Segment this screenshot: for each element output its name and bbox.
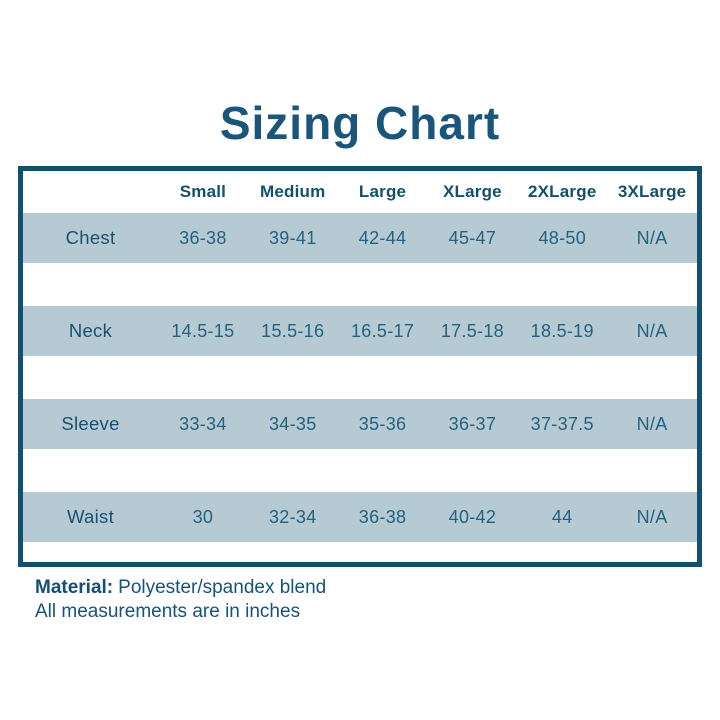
table-cell: 30 [192,506,214,527]
table-row-chest [23,213,697,263]
table-cell: 16.5-17 [351,320,415,341]
table-row-sleeve [23,399,697,449]
table-cell: 45-47 [448,227,497,248]
table-cell: N/A [636,227,668,248]
material-value: Polyester/spandex blend [118,577,327,598]
material-label: Material: [35,577,114,598]
table-row-waist [23,492,697,542]
row-divider [23,356,697,399]
column-header-3xlarge: 3XLarge [617,182,687,201]
row-divider [23,449,697,492]
table-cell: 14.5-15 [171,320,235,341]
table-cell: N/A [636,320,668,341]
column-header-medium: Medium [260,182,326,201]
row-label-waist: Waist [66,506,115,527]
table-cell: 36-38 [179,227,227,248]
table-row-neck [23,306,697,356]
material-line [35,576,326,600]
column-header-small: Small [179,182,227,201]
table-cell: 18.5-19 [530,320,594,341]
row-label-chest: Chest [65,227,116,248]
table-cell: 37-37.5 [530,413,594,434]
table-cell: 40-42 [448,506,497,527]
row-divider [23,263,697,306]
table-cell: 33-34 [179,413,227,434]
table-cell: 44 [551,506,573,527]
table-cell: N/A [636,506,668,527]
table-cell: 42-44 [358,227,407,248]
table-cell: 36-38 [358,506,407,527]
row-label-neck: Neck [68,320,113,341]
sizing-table [18,166,702,567]
column-header-xlarge: XLarge [442,182,502,201]
table-cell: 48-50 [538,227,587,248]
table-cell: 34-35 [268,413,317,434]
table-cell: 35-36 [358,413,407,434]
table-cell: 17.5-18 [440,320,504,341]
column-header-2xlarge: 2XLarge [527,182,597,201]
row-label-sleeve: Sleeve [61,413,120,434]
table-cell: 15.5-16 [261,320,325,341]
table-cell: N/A [636,413,668,434]
size-header-row [23,171,697,213]
measurement-note: All measurements are in inches [35,601,301,623]
footer-notes [35,576,326,625]
table-cell: 39-41 [268,227,317,248]
column-header-large: Large [358,182,407,201]
table-cell: 36-37 [448,413,497,434]
page-title: Sizing Chart [219,97,501,149]
table-cell: 32-34 [268,506,317,527]
